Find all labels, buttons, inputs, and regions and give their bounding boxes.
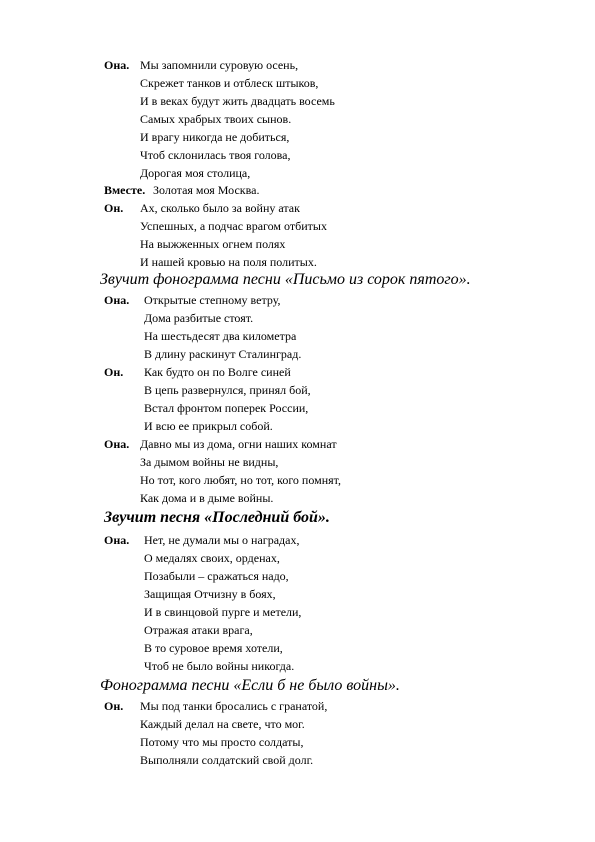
verse-line: Дома разбитые стоят. <box>144 311 254 325</box>
verse-line: Золотая моя Москва. <box>153 183 260 197</box>
verse-line: Успешных, а подчас врагом отбитых <box>140 219 327 233</box>
verse-line: И всю ее прикрыл собой. <box>144 419 273 433</box>
verse-line: Как будто он по Волге синей <box>144 365 291 379</box>
verse-line: Открытые степному ветру, <box>144 293 281 307</box>
verse-line: Встал фронтом поперек России, <box>144 401 309 415</box>
verse-line: Давно мы из дома, огни наших комнат <box>140 437 337 451</box>
verse-line: Защищая Отчизну в боях, <box>144 587 276 601</box>
verse-line: Чтоб склонилась твоя голова, <box>140 148 291 162</box>
verse-line: Каждый делал на свете, что мог. <box>140 717 305 731</box>
verse-line: И врагу никогда не добиться, <box>140 130 290 144</box>
verse-line: Мы под танки бросались с гранатой, <box>140 699 328 713</box>
verse-line: Дорогая моя столица, <box>140 166 251 180</box>
speaker-label: Он. <box>104 699 124 713</box>
verse-line: В длину раскинут Сталинград. <box>144 347 302 361</box>
verse-line: В то суровое время хотели, <box>144 641 283 655</box>
verse-line: Выполняли солдатский свой долг. <box>140 753 314 767</box>
verse-line: Самых храбрых твоих сынов. <box>140 112 292 126</box>
speaker-label: Вместе. <box>104 183 146 197</box>
verse-line: В цепь развернулся, принял бой, <box>144 383 311 397</box>
stage-direction: Звучит фонограмма песни «Письмо из сорок пятого». <box>100 271 471 288</box>
verse-line: Отражая атаки врага, <box>144 623 253 637</box>
speaker-label: Она. <box>104 437 130 451</box>
verse-line: И нашей кровью на поля политых. <box>140 255 317 269</box>
speaker-label: Он. <box>104 201 124 215</box>
verse-line: За дымом войны не видны, <box>140 455 279 469</box>
verse-line: О медалях своих, орденах, <box>144 551 280 565</box>
verse-line: Скрежет танков и отблеск штыков, <box>140 76 319 90</box>
verse-line: Позабыли – сражаться надо, <box>144 569 289 583</box>
verse-line: На выжженных огнем полях <box>140 237 286 251</box>
verse-line: На шестьдесят два километра <box>144 329 297 343</box>
verse-line: Нет, не думали мы о наградах, <box>144 533 300 547</box>
verse-line: Ах, сколько было за войну атак <box>140 201 300 215</box>
verse-line: И в веках будут жить двадцать восемь <box>140 94 335 108</box>
speaker-label: Она. <box>104 533 130 547</box>
speaker-label: Она. <box>104 293 130 307</box>
speaker-label: Она. <box>104 58 130 72</box>
stage-direction: Фонограмма песни «Если б не было войны». <box>100 677 400 694</box>
speaker-label: Он. <box>104 365 124 379</box>
verse-line: Но тот, кого любят, но тот, кого помнят, <box>140 473 342 487</box>
verse-line: Чтоб не было войны никогда. <box>144 659 295 673</box>
stage-direction: Звучит песня «Последний бой». <box>104 509 330 526</box>
verse-line: Как дома и в дыме войны. <box>140 491 274 505</box>
verse-line: Мы запомнили суровую осень, <box>140 58 299 72</box>
verse-line: И в свинцовой пурге и метели, <box>144 605 302 619</box>
verse-line: Потому что мы просто солдаты, <box>140 735 304 749</box>
